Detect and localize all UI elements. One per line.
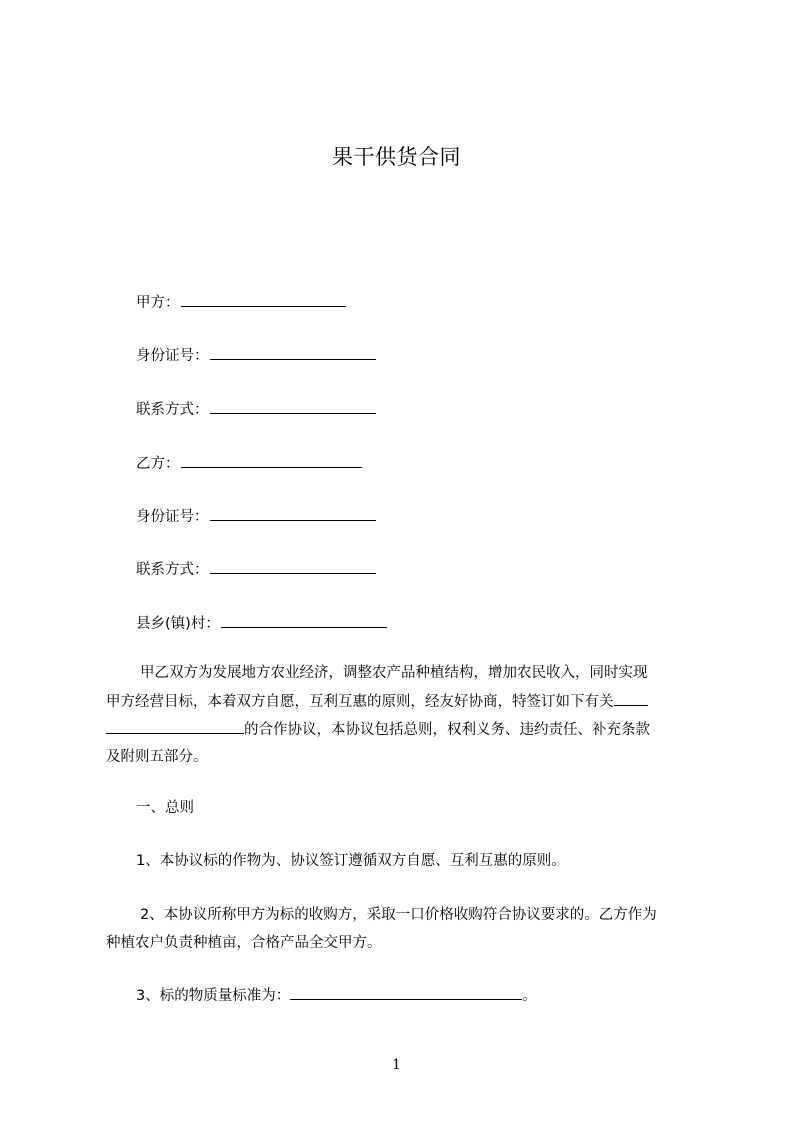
party-a-field: [136, 292, 346, 313]
party-b-id-label: 身份证号：: [136, 509, 209, 525]
intro-line-1: 甲乙双方为发展地方农业经济，调整农产品种植结构，增加农民收入，同时实现: [140, 665, 648, 681]
party-a-id-field: [136, 345, 376, 366]
party-b-id-blank: [210, 506, 376, 521]
party-a-blank: [181, 292, 346, 307]
village-blank: [221, 613, 387, 628]
clause-1: 1、本协议标的作物为、协议签订遵循双方自愿、互利互惠的原则。: [136, 853, 566, 869]
clause-3-label: 3、标的物质量标准为：: [136, 988, 291, 1004]
clause-2-line-1: 2、本协议所称甲方为标的收购方，采取一口价格收购符合协议要求的。乙方作为: [140, 907, 657, 923]
intro-line-2: [106, 691, 648, 712]
clause-2-line-2: 种植农户负责种植亩，合格产品全交甲方。: [106, 935, 382, 951]
village-field: [136, 613, 387, 634]
clause-3-blank: [290, 985, 522, 1000]
village-label: 县乡(镇)村：: [136, 616, 220, 632]
party-b-label: 乙方：: [136, 456, 180, 472]
party-a-contact-label: 联系方式：: [136, 402, 209, 418]
intro-blank-a: [614, 691, 648, 706]
section-heading: 一、总则: [136, 800, 194, 816]
party-b-id-field: [136, 506, 376, 527]
intro-line-3: [106, 719, 650, 740]
party-b-contact-label: 联系方式：: [136, 562, 209, 578]
party-a-label: 甲方：: [136, 295, 180, 311]
party-b-blank: [181, 453, 362, 468]
page-number: 1: [392, 1057, 401, 1073]
clause-3: [136, 985, 537, 1006]
document-title: 果干供货合同: [332, 145, 461, 169]
party-a-contact-field: [136, 399, 376, 420]
party-a-id-label: 身份证号：: [136, 348, 209, 364]
intro-line-4: 及附则五部分。: [106, 749, 208, 765]
party-b-field: [136, 453, 362, 474]
party-b-contact-field: [136, 559, 376, 580]
intro-blank-b: [106, 719, 244, 734]
party-b-contact-blank: [210, 559, 376, 574]
clause-3-end: 。: [522, 988, 537, 1004]
intro-line-2-text: 甲方经营目标，本着双方自愿，互利互惠的原则，经友好协商，特签订如下有关: [106, 694, 614, 710]
intro-line-3-text: 的合作协议，本协议包括总则，权利义务、违约责任、补充条款: [244, 722, 650, 738]
party-a-contact-blank: [210, 399, 376, 414]
party-a-id-blank: [210, 345, 376, 360]
